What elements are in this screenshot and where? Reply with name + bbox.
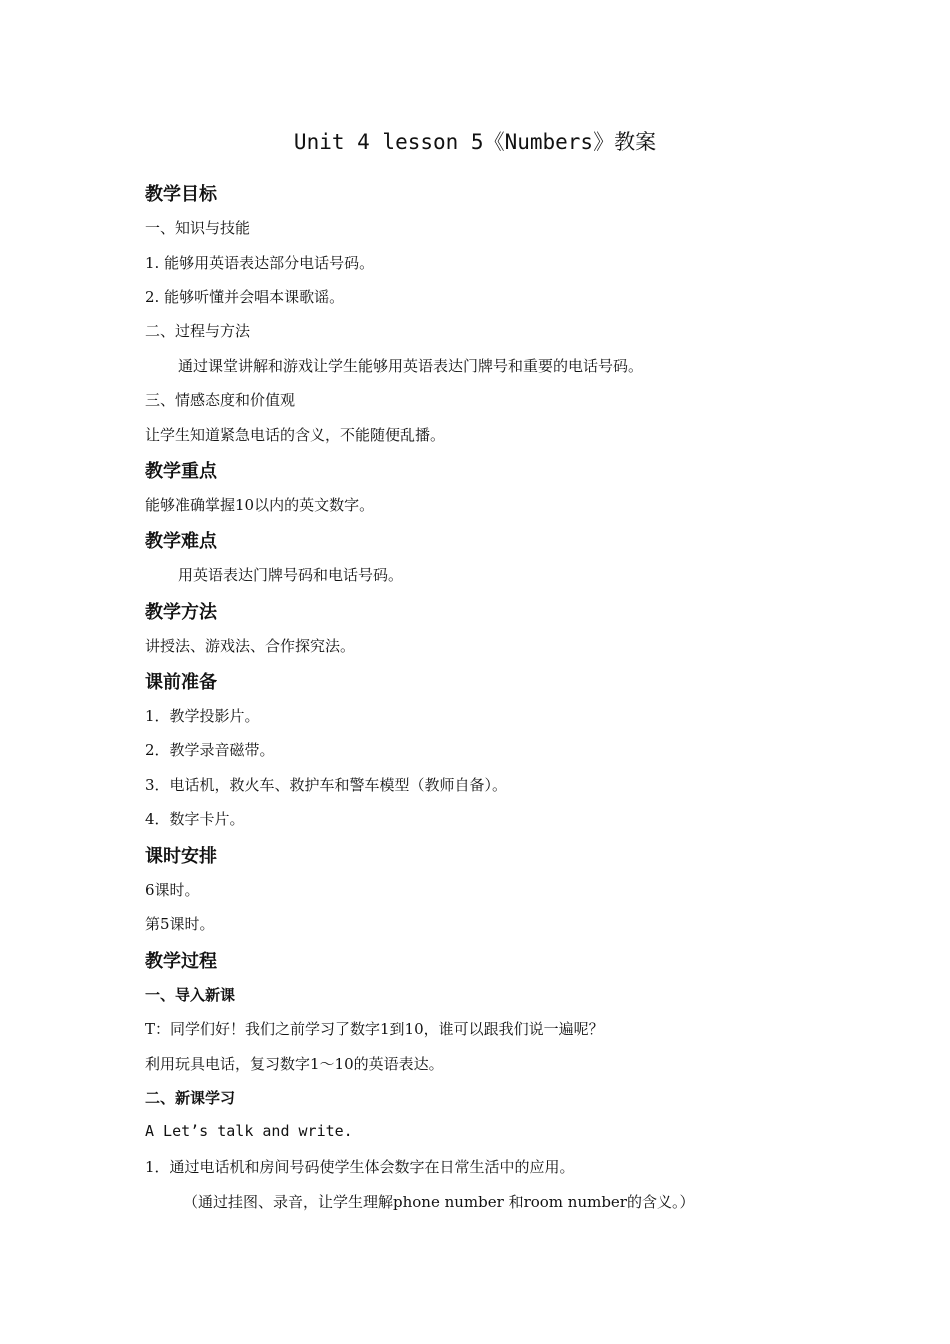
goals-sub2: 二、过程与方法 (145, 322, 251, 340)
document-title: Unit 4 lesson 5《Numbers》教案 (293, 130, 657, 154)
goals-item1: 1. 能够用英语表达部分电话号码。 (145, 254, 375, 272)
prep-item: 2．教学录音磁带。 (145, 741, 275, 759)
method-text: 讲授法、游戏法、合作探究法。 (145, 637, 356, 655)
heading-prep: 课前准备 (145, 672, 217, 693)
difficult-text: 用英语表达门牌号码和电话号码。 (178, 566, 404, 584)
heading-process: 教学过程 (145, 951, 217, 972)
heading-method: 教学方法 (145, 602, 217, 623)
key-text: 能够准确掌握10以内的英文数字。 (145, 496, 375, 514)
process-part2-line1: A Let’s talk and write. (145, 1122, 353, 1140)
heading-difficult: 教学难点 (145, 531, 217, 552)
process-part1-line1: T：同学们好！我们之前学习了数字1到10，谁可以跟我们说一遍呢？ (145, 1020, 604, 1038)
schedule-line2: 第5课时。 (145, 915, 215, 933)
heading-goals: 教学目标 (145, 184, 217, 205)
schedule-line1: 6课时。 (145, 881, 200, 899)
goals-item2: 2. 能够听懂并会唱本课歌谣。 (145, 288, 345, 306)
goals-process: 通过课堂讲解和游戏让学生能够用英语表达门牌号和重要的电话号码。 (178, 357, 644, 375)
process-part1-line2: 利用玩具电话，复习数字1～10的英语表达。 (145, 1055, 444, 1073)
process-part2-heading: 二、新课学习 (145, 1089, 236, 1107)
prep-item: 1．教学投影片。 (145, 707, 260, 725)
heading-schedule: 课时安排 (145, 846, 217, 867)
prep-item: 3．电话机，救火车、救护车和警车模型（教师自备）。 (145, 776, 508, 794)
process-part2-line2: 1．通过电话机和房间号码使学生体会数字在日常生活中的应用。 (145, 1158, 575, 1176)
process-part1-heading: 一、导入新课 (145, 986, 236, 1004)
prep-item: 4．数字卡片。 (145, 810, 245, 828)
heading-key: 教学重点 (145, 461, 217, 482)
process-part2-line3: （通过挂图、录音，让学生理解phone number 和room number的含义。） (183, 1193, 695, 1211)
goals-attitude: 让学生知道紧急电话的含义，不能随便乱播。 (145, 426, 446, 444)
goals-sub1: 一、知识与技能 (145, 219, 251, 237)
goals-sub3: 三、情感态度和价值观 (145, 391, 296, 409)
